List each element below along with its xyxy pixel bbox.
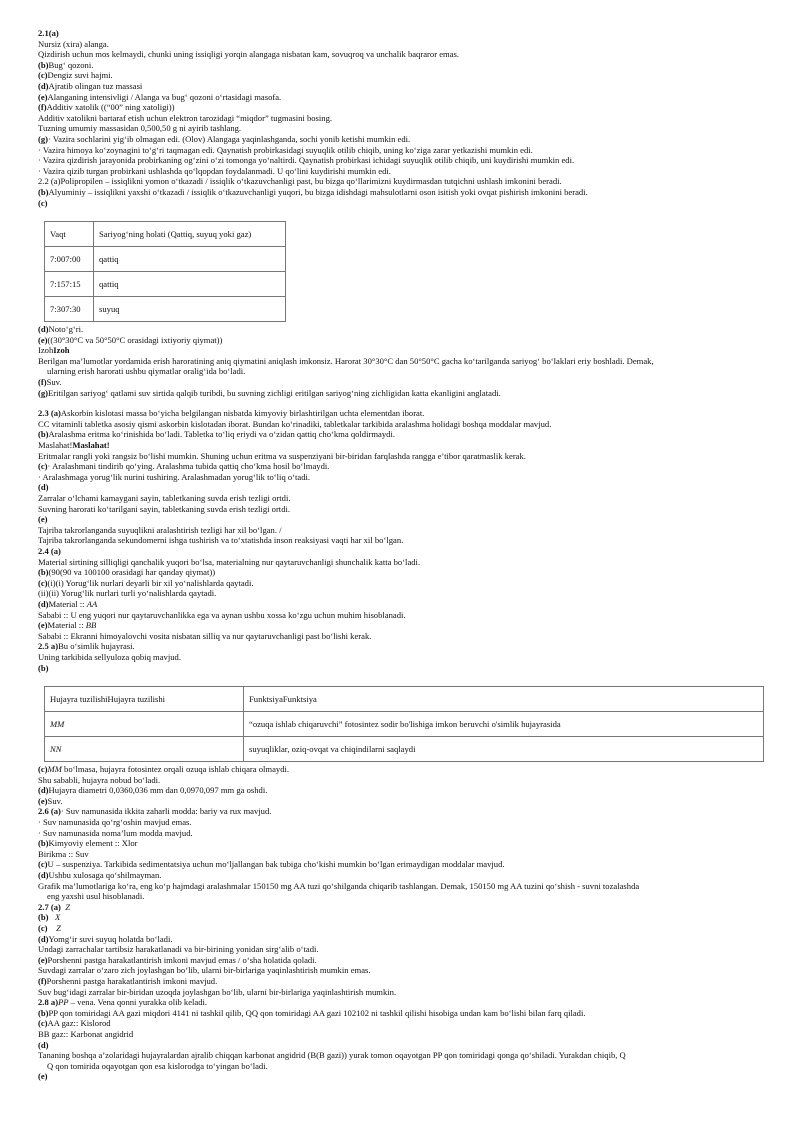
- table-cell: NN: [45, 737, 244, 762]
- table-cell: suyuqliklar, oziq-ovqat va chiqindilarni saqlaydi: [244, 737, 764, 762]
- q21-b: (b)Bug‘ qozoni.: [38, 59, 94, 70]
- q26-c: (c)U – suspenziya. Tarkibida sedimentatsiya uchun mo‘ljallangan bak tubiga cho‘kishi mumkin bo‘lgan erimaydigan moddalar mavjud.: [38, 859, 505, 870]
- q27-b: (b) X: [38, 912, 61, 923]
- q22-g: (g)Eritilgan sariyog‘ qatlami suv sirtida qalqib turibdi, bu suvning zichligi eritilgan sariyog‘ning zichligidan katta ekanligini anglatadi.: [38, 387, 501, 398]
- table-cell: qattiq: [94, 272, 286, 297]
- q21-d: (d)Ajratib olingan tuz massasi: [38, 80, 143, 91]
- butter-state-table: [44, 221, 286, 322]
- q23-b: (b)Aralashma eritma ko‘rinishida bo‘ladi. Tabletka to‘liq eriydi va o‘zidan qattiq cho‘kma qoldirmaydi.: [38, 429, 395, 440]
- q28-d: (d): [38, 1039, 49, 1050]
- q22-f: (f)Suv.: [38, 377, 62, 388]
- q25-c-line: Shu sababli, hujayra nobud bo‘ladi.: [38, 774, 161, 785]
- q21-f-line: Tuzning umumiy massasidan 0,500,50 g ni ayirib tashlang.: [38, 123, 242, 134]
- q25-c: (c)MM bo‘lmasa, hujayra fotosintez orqali ozuqa ishlab chiqara olmaydi.: [38, 764, 290, 775]
- q21-g: (g)· Vazira sochlarini yig‘ib olmagan edi. (Olov) Alangaga yaqinlashganda, sochi yonib ketishi mumkin edi.: [38, 133, 411, 144]
- table-header-cell: FunktsiyaFunktsiya: [244, 687, 764, 712]
- q24-d-line: Sababi :: U eng yuqori nur qaytaruvchanlikka ega va aynan ushbu xossa ko‘zgu uchun muhim hisoblanadi.: [38, 609, 406, 620]
- q28-d-line: Tananing boshqa a’zolaridagi hujayralardan ajralib chiqqan karbonat angidrid (B(B gazi)) yurak tomon oqayotgan PP qon tomiridagi qonga qo‘shiladi. Yurakdan chiqib, Q: [38, 1050, 626, 1061]
- q24-c: (c)(i)(i) Yorug‘lik nurlari deyarli bir xil yo‘nalishlarda qaytadi.: [38, 577, 254, 588]
- q24-d: (d)Material :: AA: [38, 598, 98, 609]
- q23-tip-line: Eritmalar rangli yoki rangsiz bo‘lishi mumkin. Shuning uchun eritma va suspenziyani bir-biridan farqlashda rangga e’tibor qaratmaslik kerak.: [38, 450, 526, 461]
- q27-f-line: Suv bug‘idagi zarralar bir-biridan uzoqda joylashgan bo‘lib, ularni bir-birlariga yaqinlashtirish mumkin.: [38, 986, 397, 997]
- q25-a: 2.5 a)Bu o‘simlik hujayrasi.: [38, 641, 135, 652]
- q21-a-line: Nursiz (xira) alanga.: [38, 38, 109, 49]
- q28-d-line: Q qon tomirida oqayotgan qon esa kislorodga to‘yingan bo‘ladi.: [47, 1060, 268, 1071]
- table-cell: suyuq: [94, 297, 286, 322]
- q22-e: (e)((30°30°C va 50°50°C orasidagi ixtiyoriy qiymat)): [38, 334, 223, 345]
- table-row: [45, 247, 286, 272]
- table-cell: “ozuqa ishlab chiqaruvchi” fotosintez sodir bo'lishiga imkon beruvchi o'simlik hujayrasida: [244, 712, 764, 737]
- q23-d: (d): [38, 482, 49, 493]
- q27-f: (f)Porshenni pastga harakatlantirish imkoni mavjud.: [38, 975, 218, 986]
- q27-c: (c) Z: [38, 923, 61, 933]
- q26-d: (d)Ushbu xulosaga qo‘shilmayman.: [38, 870, 162, 881]
- q23-d-line: Suvning harorati ko‘tarilgani sayin, tabletkaning suvda erish tezligi ortdi.: [38, 503, 291, 514]
- q27-d-line: Undagi zarrachalar tartibsiz harakatlanadi va bir-birining yonidan sirg‘alib o‘tadi.: [38, 944, 319, 955]
- q26-d-line: eng yaxshi usul hisoblanadi.: [47, 891, 145, 902]
- q25-d: (d)Hujayra diametri 0,0360,036 mm dan 0,0970,097 mm ga oshdi.: [38, 785, 268, 796]
- table-cell: 7:307:30: [45, 297, 94, 322]
- q26-b-line: Birikma :: Suv: [38, 848, 89, 859]
- table-cell: MM: [45, 712, 244, 737]
- q28-c-line: BB gaz:: Karbonat angidrid: [38, 1028, 134, 1039]
- table-cell: qattiq: [94, 247, 286, 272]
- q21-g-bullet: · Vazira himoya ko‘zoynagini to‘g‘ri taqmagan edi. Qaynatish probirkasidagi suyuqlik otilib chiqib, uning ko‘ziga zarar yetkazishi mumkin edi.: [38, 144, 533, 155]
- table-row: [45, 737, 764, 762]
- q22-b: (b)Alyuminiy – issiqlikni yaxshi o‘tkazadi / issiqlik o‘tkazuvchanligi yuqori, bu bizga idishdagi mahsulotlarni oson isitish yoki ovqat pishirish imkonini beradi.: [38, 186, 588, 197]
- q27-d: (d)Yomg‘ir suvi suyuq holatda bo‘ladi.: [38, 933, 173, 944]
- q28-e: (e): [38, 1071, 48, 1082]
- q23-c-bullet: · Aralashmaga yorug‘lik nurini tushiring. Aralashmadan yorug‘lik to‘liq o‘tadi.: [38, 471, 311, 482]
- q21-g-bullet: · Vazira qizdirish jarayonida probirkaning og‘zini o‘zi tomonga yo‘naltirdi. Qaynatish probirkasi ichidagi suyuqlik otilib chiqib, uni kuydirishi mumkin edi.: [38, 155, 575, 166]
- q21-c: (c)Dengiz suvi hajmi.: [38, 70, 113, 81]
- table-cell: 7:157:15: [45, 272, 94, 297]
- q21-a-line: Qizdirish uchun mos kelmaydi, chunki uning issiqligi yorqin alangaga nisbatan kam, sovuqroq va unchalik baqraror emas.: [38, 49, 460, 60]
- q24-c-line: (ii)(ii) Yorug‘lik nurlari turli yo‘nalishlarda qaytadi.: [38, 588, 217, 599]
- q22-note-heading: IzohIzoh: [38, 345, 70, 356]
- answer-document: [38, 28, 764, 1082]
- q25-a-line: Uning tarkibida sellyuloza qobiq mavjud.: [38, 651, 181, 662]
- q27-a: 2.7 (a) Z: [38, 901, 70, 912]
- q23-a-line: CC vitaminli tabletka asosiy qismi askorbin kislotadan iborat. Bundan ko‘rinadiki, tabletkalar tarkibida aralashma holidagi boshqa moddalar mavjud.: [38, 418, 552, 429]
- q28-c: (c)AA gaz:: Kislorod: [38, 1018, 111, 1029]
- q22-note-line: ularning erish harorati ushbu qiymatlar oralig‘ida bo‘ladi.: [47, 366, 246, 377]
- q23-e: (e): [38, 514, 48, 525]
- table-header-cell: Vaqt: [45, 222, 94, 247]
- q26-a: 2.6 (a)· Suv namunasida ikkita zaharli modda: bariy va rux mavjud.: [38, 806, 272, 817]
- q25-e: (e)Suv.: [38, 795, 63, 806]
- q27-e-line: Suvdagi zarralar o‘zaro zich joylashgan bo‘lib, ularni bir-birlariga yaqinlashtirish mumkin emas.: [38, 965, 371, 976]
- q24-a-line: Material sirtining silliqligi qanchalik yuqori bo‘lsa, materialning nur qaytaruvchanligi shunchalik katta bo‘ladi.: [38, 556, 421, 567]
- q21-g-bullet: · Vazira qizib turgan probirkani ushlashda qo‘lqopdan foydalanmadi. U qo‘lini kuydirishi mumkin edi.: [38, 165, 391, 176]
- table-row: [45, 297, 286, 322]
- table-header-row: [45, 222, 286, 247]
- q22-c: (c): [38, 197, 48, 208]
- q26-d-line: Grafik ma’lumotlariga ko‘ra, eng ko‘p hajmdagi aralashmalar 150150 mg AA tuzi qo‘shilganda chiqarib tashlangan. Demak, 150150 mg AA tuzini qo‘shish - suvni tozalashda: [38, 880, 640, 891]
- q24-a: 2.4 (a): [38, 545, 61, 556]
- q21-a-heading: 2.1(a): [38, 28, 59, 38]
- q26-a-bullet: · Suv namunasida qo‘rg‘oshin mavjud emas.: [38, 817, 192, 828]
- table-header-cell: Sariyog‘ning holati (Qattiq, suyuq yoki gaz): [94, 222, 286, 247]
- q26-b: (b)Kimyoviy element :: Xlor: [38, 838, 138, 849]
- q21-f: (f)Additiv xatolik ((“00” ning xatoligi)): [38, 102, 175, 113]
- cell-structure-table: [44, 686, 764, 762]
- q28-a: 2.8 a)PP – vena. Vena qonni yurakka olib keladi.: [38, 997, 208, 1008]
- q24-e: (e)Material :: BB: [38, 620, 97, 631]
- q22-d: (d)Noto‘g‘ri.: [38, 324, 84, 335]
- q21-e: (e)Alanganing intensivligi / Alanga va bug‘ qozoni o‘rtasidagi masofa.: [38, 91, 282, 102]
- q21-f-line: Additiv xatolikni bartaraf etish uchun elektron tarozidagi “miqdor” tugmasini bosing.: [38, 112, 333, 123]
- table-header-cell: Hujayra tuzilishiHujayra tuzilishi: [45, 687, 244, 712]
- table-header-row: [45, 687, 764, 712]
- q26-a-bullet: · Suv namunasida noma’lum modda mavjud.: [38, 827, 193, 838]
- q23-tip-heading: Maslahat!Maslahat!: [38, 440, 110, 451]
- q28-b: (b)PP qon tomiridagi AA gazi miqdori 4141 ni tashkil qilib, QQ qon tomiridagi AA gazi 102102 ni tashkil qilishi hisobiga undan kam bo‘lishi bilan farq qiladi.: [38, 1007, 586, 1018]
- q22-a: 2.2 (a)Polipropilen – issiqlikni yomon o‘tkazadi / issiqlik o‘tkazuvchanligi past, bu bizga qo‘llarimizni kuydirmasdan tutqichni ushlash imkonini beradi.: [38, 176, 562, 187]
- q23-e-line: Tajriba takrorlanganda sekundomerni ishga tushirish va to‘xtatishda inson reaksiyasi vaqti har xil bo‘lgan.: [38, 535, 404, 546]
- q23-e-line: Tajriba takrorlanganda suyuqlikni aralashtirish tezligi har xil bo‘lgan. /: [38, 524, 282, 535]
- q27-e: (e)Porshenni pastga harakatlantirish imkoni mavjud emas / o‘sha holatida qoladi.: [38, 954, 317, 965]
- table-row: [45, 272, 286, 297]
- q24-b: (b)(90(90 va 100100 orasidagi har qanday qiymat)): [38, 567, 216, 578]
- q22-note-line: Berilgan ma’lumotlar yordamida erish haroratining aniq qiymatini aniqlash imkonsiz. Harorat 30°30°C dan 50°50°C gacha ko‘tarilganda sariyog‘ bo‘laklari eriy boshladi. Demak,: [38, 355, 654, 366]
- q23-d-line: Zarralar o‘lchami kamaygani sayin, tabletkaning suvda erish tezligi ortdi.: [38, 493, 291, 503]
- q23-a: 2.3 (a)Askorbin kislotasi massa bo‘yicha belgilangan nisbatda kimyoviy birlashtirilgan uchta elementdan iborat.: [38, 408, 425, 419]
- q25-b: (b): [38, 662, 49, 673]
- table-cell: 7:007:00: [45, 247, 94, 272]
- q23-c: (c)· Aralashmani tindirib qo‘ying. Aralashma tubida qattiq cho‘kma hosil bo‘lmaydi.: [38, 461, 330, 472]
- q24-e-line: Sababi :: Ekranni himoyalovchi vosita nisbatan silliq va nur qaytaruvchanligi past bo‘lishi kerak.: [38, 630, 372, 641]
- table-row: [45, 712, 764, 737]
